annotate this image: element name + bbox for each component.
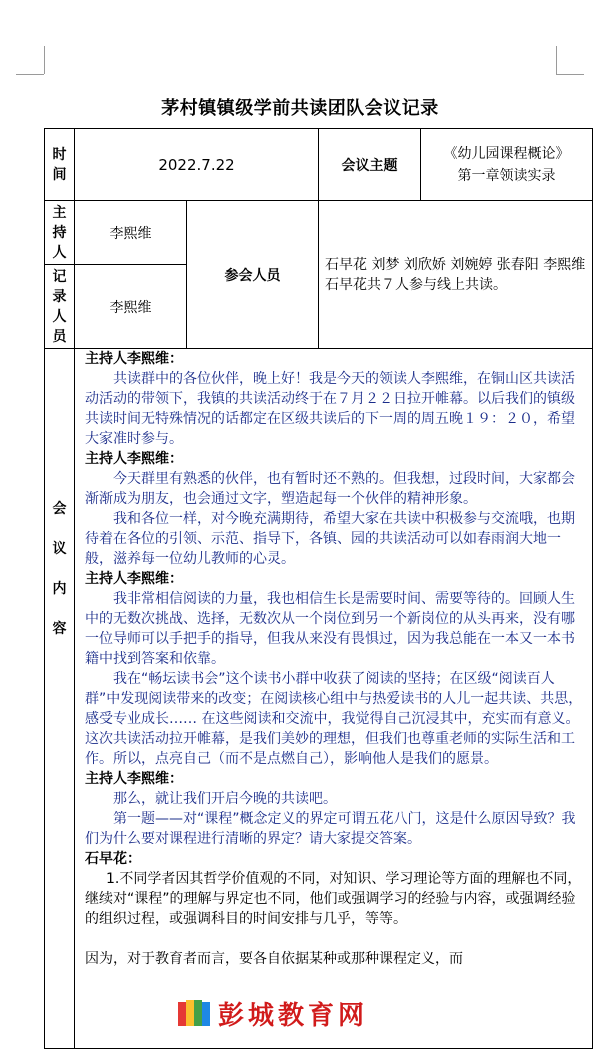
content-paragraph xyxy=(85,929,584,949)
document-title: 茅村镇镇级学前共读团队会议记录 xyxy=(161,98,439,119)
recorder-label: 记录人员 xyxy=(52,268,67,345)
topic-line-1: 《幼儿园课程概论》 xyxy=(443,145,570,162)
time-label: 时间 xyxy=(52,146,67,183)
crop-mark-top-left-v xyxy=(44,46,45,74)
meeting-record-table xyxy=(44,128,593,1049)
content-label: 会议内容 xyxy=(52,501,67,637)
content-paragraph: 共读群中的各位伙伴，晚上好！我是今天的领读人李熙维，在铜山区共读活动活动的带领下，我镇的共读活动终于在７月２２日拉开帷幕。以后我们的镇级共读时间无特殊情况的话都定在区级共读后的下一周的周五晚１９：２０，希望大家准时参与。 xyxy=(85,371,575,447)
content-label-cell xyxy=(45,349,75,1049)
content-paragraph: 第一题——对“课程”概念定义的界定可谓五花八门，这是什么原因导致？我们为什么要对课程进行清晰的界定？请大家提交答案。 xyxy=(85,811,576,847)
content-paragraph: 我和各位一样，对今晚充满期待，希望大家在共读中积极参与交流哦，也期待着在各位的引领、示范、指导下，各镇、园的共读活动可以如春雨润大地一般，滋养每一位幼儿教师的心灵。 xyxy=(85,511,575,567)
crop-mark-top-left-h xyxy=(16,74,44,75)
book-logo-icon xyxy=(176,998,212,1028)
content-paragraph: 1.不同学者因其哲学价值观的不同，对知识、学习理论等方面的理解也不同，继续对“课程”的理解与界定也不同，他们或强调学习的经验与内容，或强调经验的组织过程，或强调科目的时间安排与几乎，等等。 xyxy=(85,871,582,927)
content-paragraph: 那么，就让我们开启今晚的共读吧。 xyxy=(113,791,337,807)
topic-value xyxy=(421,129,593,201)
speaker-name: 石早花： xyxy=(85,851,141,867)
content-paragraph: 因为，对于教育者而言，要各自依据某种或那种课程定义，而 xyxy=(85,951,463,967)
crop-mark-top-right-h xyxy=(556,74,584,75)
watermark xyxy=(176,996,436,1030)
time-value: 2022.7.22 xyxy=(75,129,319,201)
content-paragraph: 我在“畅坛读书会”这个读书小群中收获了阅读的坚持；在区级“阅读百人群”中发现阅读带来的改变；在阅读核心组中与热爱读书的人儿一起共读、共思，感受专业成长…… 在这些阅读和交流中，我觉得自己沉浸其中，充实而有意义。这次共读活动拉开帷幕，是我们美妙的理想，但我们也尊重老师的实际生活和工作。所以，点亮自己（而不是点燃自己），影响他人是我们的愿景。 xyxy=(85,671,583,767)
speaker-name: 主持人李熙维： xyxy=(85,351,183,367)
host-label-cell xyxy=(45,201,75,265)
meeting-content xyxy=(75,349,593,1049)
participants-label: 参会人员 xyxy=(187,201,319,349)
time-label-cell xyxy=(45,129,75,201)
recorder-value: 李熙维 xyxy=(75,265,187,349)
content-body xyxy=(85,349,584,1039)
content-paragraph: 今天群里有熟悉的伙伴，也有暂时还不熟的。但我想，过段时间，大家都会渐渐成为朋友，也会通过文字，塑造起每一个伙伴的精神形象。 xyxy=(85,471,575,507)
host-label: 主持人 xyxy=(52,204,67,261)
topic-label: 会议主题 xyxy=(319,129,421,201)
speaker-name: 主持人李熙维： xyxy=(85,771,183,787)
participants-value: 石早花 刘梦 刘欣娇 刘婉婷 张春阳 李熙维 石早花共７人参与线上共读。 xyxy=(319,201,593,349)
speaker-name: 主持人李熙维： xyxy=(85,451,183,467)
watermark-text: 彭城教育网 xyxy=(218,1000,369,1031)
host-value: 李熙维 xyxy=(75,201,187,265)
content-paragraph: 我非常相信阅读的力量，我也相信生长是需要时间、需要等待的。回顾人生中的无数次挑战、选择，无数次从一个岗位到另一个新岗位的从头再来，没有哪一位导师可以手把手的指导，但我从来没有畏惧过，因为我总能在一本又一本书籍中找到答案和依靠。 xyxy=(85,591,575,667)
crop-mark-top-right-v xyxy=(556,46,557,74)
speaker-name: 主持人李熙维： xyxy=(85,571,183,587)
topic-line-2: 第一章领读实录 xyxy=(457,167,556,184)
recorder-label-cell xyxy=(45,265,75,349)
